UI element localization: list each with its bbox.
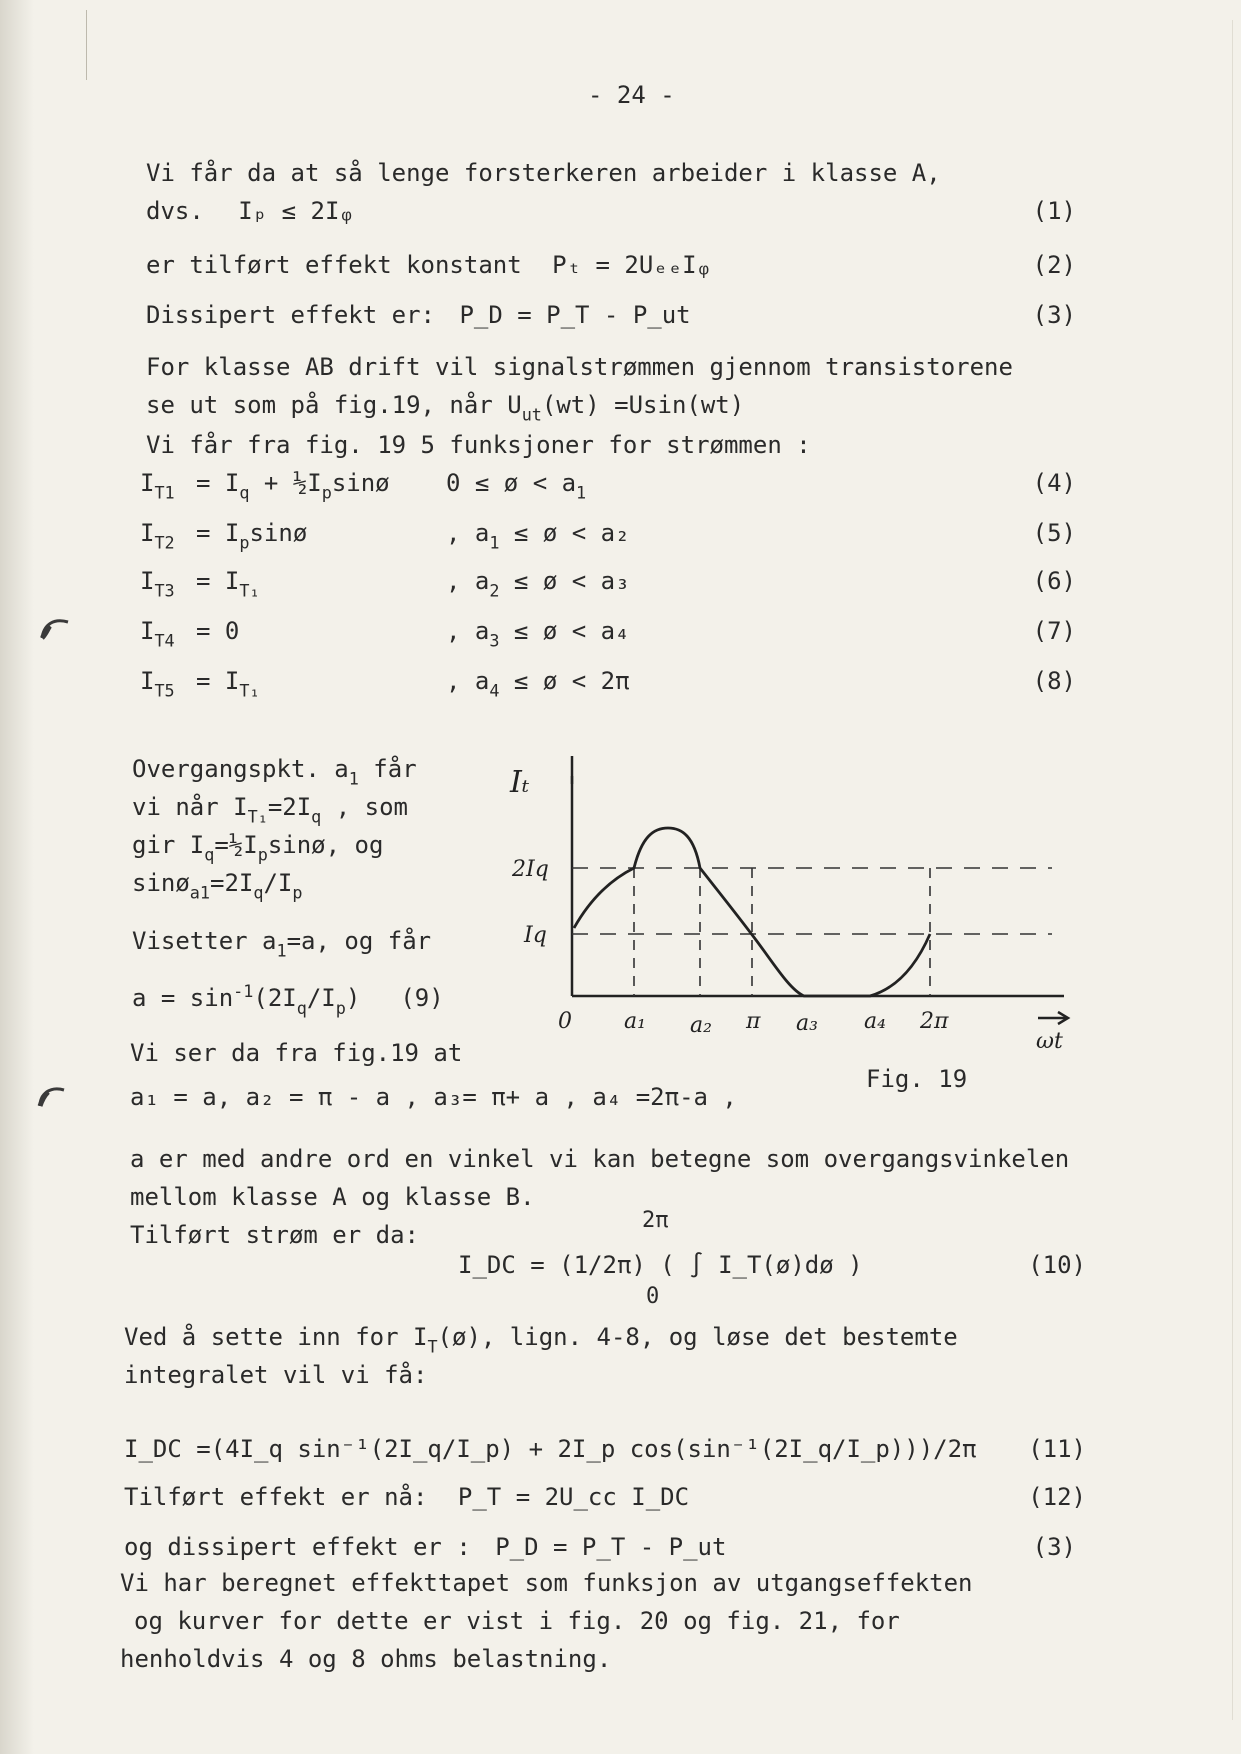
transition-line-3: gir $I_q=\frac{1}{2}I_p\sin ø$, og xyxy=(132,831,384,865)
idc-result-formula: I_DC =(4I_q sin⁻¹(2I_q/I_p) + 2I_p cos(sin⁻¹(2I_q/I_p)))/2π xyxy=(124,1435,977,1463)
equation-number-3-repeat: (3) xyxy=(1032,1533,1076,1561)
function-rhs: = $I_{T_1}$ xyxy=(196,567,260,601)
function-row-8: $I_{T5}$ = $I_{T_1}$ , $a_4$ ≤ ø < 2π (8) xyxy=(140,666,1076,706)
pt-result-line: Tilført effekt er nå: P_T = 2U_cc I_DC (12) xyxy=(124,1483,1086,1511)
text-after-10: Vi har beregnet effekttapet som funksjon av utgangseffekten xyxy=(120,1569,973,1597)
text-after-1: Vi ser da fra fig.19 at xyxy=(130,1039,463,1067)
equation-number-4: (4) xyxy=(1032,469,1076,497)
text-after-5: Tilført strøm er da: xyxy=(130,1221,419,1249)
punch-hole-mark-bottom xyxy=(34,1078,68,1112)
text-line-5: se ut som på fig.19, når $U_{ut}(wt) =Usin(wt)$ xyxy=(146,391,745,425)
x-tick-0: 0 xyxy=(558,1009,572,1034)
dvs-label: dvs. xyxy=(146,197,204,225)
transition-line-5: Visetter $a_1=a$, og får xyxy=(132,927,432,961)
pd-result-formula: P_D = P_T - P_ut xyxy=(495,1533,727,1561)
equation-number-10: (10) xyxy=(1028,1251,1086,1279)
page-edge-shadow xyxy=(0,0,34,1754)
pd-line xyxy=(146,300,1076,330)
text-line-6: Vi får fra fig. 19 5 funksjoner for strømmen : xyxy=(146,431,811,459)
equation-number-2: (2) xyxy=(1032,251,1076,279)
pt-result-formula: P_T = 2U_cc I_DC xyxy=(457,1483,690,1511)
page-edge-line xyxy=(86,10,87,80)
text-after-12: henholdvis 4 og 8 ohms belastning. xyxy=(120,1645,612,1673)
function-range: , $a_4$ ≤ ø < 2π xyxy=(446,667,630,701)
function-range: , $a_1$ ≤ ø < a₂ xyxy=(446,519,630,553)
function-row-4: $I_{T1}$ = $I_q$ + $\frac{1}{2}I_p\sin ø$ 0 ≤ ø < $a_1$ (4) xyxy=(140,468,1076,508)
function-row-5: $I_{T2}$ = $I_p\sin ø$ , $a_1$ ≤ ø < a₂ (5) xyxy=(140,518,1076,558)
equation-number-8: (8) xyxy=(1032,667,1076,695)
equation-number-6: (6) xyxy=(1032,567,1076,595)
equation-number-11: (11) xyxy=(1028,1435,1086,1463)
label-2iq: 2Iq xyxy=(512,857,549,882)
equation-number-1: (1) xyxy=(1032,197,1076,225)
x-axis-label: ωt xyxy=(1036,1029,1063,1054)
x-tick-2pi: 2π xyxy=(920,1009,949,1034)
text-after-6: Ved å sette inn for $I_T(ø)$, lign. 4-8, og løse det bestemte xyxy=(124,1323,958,1357)
text-after-11: og kurver for dette er vist i fig. 20 og fig. 21, for xyxy=(134,1607,900,1635)
label-iq: Iq xyxy=(524,923,547,948)
function-rhs: = $I_{T_1}$ xyxy=(196,667,260,701)
idc-line xyxy=(458,1250,1086,1280)
x-tick-a2: a₂ xyxy=(690,1013,712,1038)
page-number: - 24 - xyxy=(588,81,675,109)
function-row-6: $I_{T3}$ = $I_{T_1}$ , $a_2$ ≤ ø < a₃ (6) xyxy=(140,566,1076,606)
x-tick-pi: π xyxy=(746,1009,761,1034)
equation-number-12: (12) xyxy=(1028,1483,1086,1511)
punch-hole-mark-top xyxy=(38,612,72,646)
equation-number-5: (5) xyxy=(1032,519,1076,547)
function-rhs: = 0 xyxy=(196,617,240,645)
text-after-4: mellom klasse A og klasse B. xyxy=(130,1183,535,1211)
equation-number-7: (7) xyxy=(1032,617,1076,645)
text-line-1: Vi får da at så lenge forsterkeren arbeider i klasse A, xyxy=(146,159,941,187)
function-range: , $a_2$ ≤ ø < a₃ xyxy=(446,567,630,601)
pt-line xyxy=(146,250,1076,280)
function-rhs: = $I_p\sin ø$ xyxy=(196,519,308,553)
equation-number-3: (3) xyxy=(1032,301,1076,329)
transition-line-2: vi når $I_{T_1}=2I_q$ , som xyxy=(132,793,408,827)
idc-formula: I_DC = (1/2π) ( ∫ I_T(ø)dø ) xyxy=(458,1251,863,1279)
page-right-edge xyxy=(1232,20,1233,1720)
transition-angles: a₁ = a, a₂ = π - a , a₃= π+ a , a₄ =2π-a , xyxy=(130,1083,737,1111)
text-after-3: a er med andre ord en vinkel vi kan betegne som overgangsvinkelen xyxy=(130,1145,1070,1173)
integral-lower-limit: 0 xyxy=(646,1284,660,1309)
function-range: 0 ≤ ø < $a_1$ xyxy=(446,469,587,503)
condition-formula: Iₚ ≤ 2Iᵩ xyxy=(238,197,354,225)
idc-result-line xyxy=(124,1434,1086,1464)
x-tick-a3: a₃ xyxy=(796,1011,818,1036)
pt-formula: Pₜ = 2UₑₑIᵩ xyxy=(552,251,712,279)
text-line-4: For klasse AB drift vil signalstrømmen gjennom transistorene xyxy=(146,353,1013,381)
figure-19 xyxy=(510,756,1082,1056)
x-tick-a4: a₄ xyxy=(864,1009,886,1034)
x-tick-a1: a₁ xyxy=(624,1009,646,1034)
transition-line-4: $\sin ø_{a1}=2I_q/I_p$ xyxy=(132,869,303,903)
function-row-7: $I_{T4}$ = 0 , $a_3$ ≤ ø < a₄ (7) xyxy=(140,616,1076,656)
pt-intro-text: er tilført effekt konstant xyxy=(146,251,522,279)
equation-number-9: (9) xyxy=(400,984,444,1013)
pd-formula: P_D = P_T - P_ut xyxy=(459,301,691,329)
transition-line-1: Overgangspkt. $a_1$ får xyxy=(132,755,417,789)
function-rhs: = $I_q$ + $\frac{1}{2}I_p\sin ø$ xyxy=(196,469,390,503)
text-after-7: integralet vil vi få: xyxy=(124,1361,428,1389)
pd-result-line: og dissipert effekt er : P_D = P_T - P_ut (3) xyxy=(124,1533,1076,1561)
integral-upper-limit: 2π xyxy=(642,1208,669,1233)
figure-caption: Fig. 19 xyxy=(866,1065,968,1093)
function-range: , $a_3$ ≤ ø < a₄ xyxy=(446,617,630,651)
condition-line xyxy=(146,196,1076,226)
pd-intro-text: Dissipert effekt er: xyxy=(146,301,435,329)
transition-formula-9: $a = \sin^{-1}(2I_q/I_p)$ (9) xyxy=(132,981,444,1018)
y-axis-label: Iₜ xyxy=(510,765,530,800)
